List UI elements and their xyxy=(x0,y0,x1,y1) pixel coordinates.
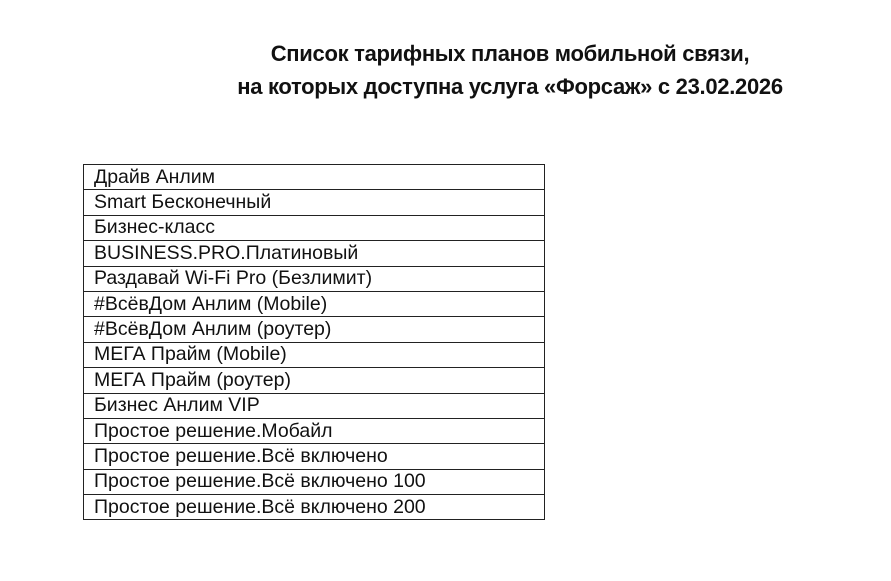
plan-name: #ВсёвДом Анлим (Mobile) xyxy=(84,291,545,316)
title-line-2: на которых доступна услуга «Форсаж» с 23.02.2026 xyxy=(237,74,783,99)
title-line-1: Список тарифных планов мобильной связи, xyxy=(270,41,750,66)
table-row xyxy=(84,291,545,316)
table-row xyxy=(84,368,545,393)
plan-name: Бизнес Анлим VIP xyxy=(84,393,545,418)
plan-name: МЕГА Прайм (роутер) xyxy=(84,368,545,393)
table-row xyxy=(84,241,545,266)
table-row xyxy=(84,393,545,418)
table-row xyxy=(84,215,545,240)
plan-name: МЕГА Прайм (Mobile) xyxy=(84,342,545,367)
table-row xyxy=(84,266,545,291)
table-row xyxy=(84,342,545,367)
table-row xyxy=(84,317,545,342)
plan-name: BUSINESS.PRO.Платиновый xyxy=(84,241,545,266)
table-row xyxy=(84,469,545,494)
plan-name: Простое решение.Всё включено xyxy=(84,444,545,469)
plan-name: Простое решение.Всё включено 100 xyxy=(84,469,545,494)
table-row xyxy=(84,418,545,443)
document-title xyxy=(180,37,840,103)
plan-name: Бизнес-класс xyxy=(84,215,545,240)
table-row xyxy=(84,444,545,469)
plan-name: Простое решение.Мобайл xyxy=(84,418,545,443)
plan-name: Простое решение.Всё включено 200 xyxy=(84,495,545,520)
table-row xyxy=(84,190,545,215)
plan-name: Smart Бесконечный xyxy=(84,190,545,215)
tariff-plans-table xyxy=(83,164,545,520)
plan-name: Раздавай Wi-Fi Pro (Безлимит) xyxy=(84,266,545,291)
table-row xyxy=(84,165,545,190)
plan-name: #ВсёвДом Анлим (роутер) xyxy=(84,317,545,342)
plan-name: Драйв Анлим xyxy=(84,165,545,190)
table-row xyxy=(84,495,545,520)
